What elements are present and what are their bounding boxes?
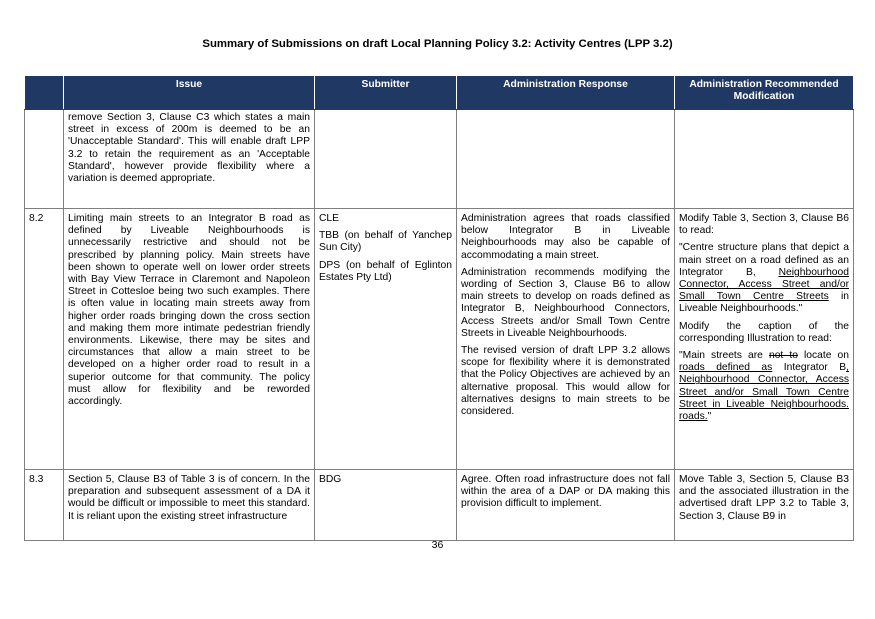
response-cell [457,470,675,541]
modification-paragraph: Move Table 3, Section 5, Clause B3 and the associated illustration in the advertised draft LPP 3.2 to Table 3, Section 3, Clause B9 in [679,474,849,522]
issue-cell: Section 5, Clause B3 of Table 3 is of concern. In the preparation and subsequent assessment of a DA it would be difficult or impossible to meet this standard. It is reliant upon the existing street infrastructure [64,470,315,541]
deleted-text: not to [768,350,798,362]
submitter-name: DPS (on behalf of Eglinton Estates Pty Ltd) [319,259,452,283]
quote-text: in Liveable Neighbourhoods." [679,291,849,315]
submitter-cell [315,470,457,541]
response-paragraph: Administration recommends modifying the wording of Section 3, Clause B6 to allow main streets to develop on roads defined as Integrator B, Neighbourhood Connectors, Access Streets and/or Small Town Centre Streets in Liveable Neighbourhoods. [461,266,670,339]
quote-text: " [707,411,712,423]
response-cell [457,110,675,209]
issue-cell: Limiting main streets to an Integrator B road as defined by Liveable Neighbourhoods is unnecessarily restrictive and should not be prescribed by planning policy. Main streets have been shown to operate well on lower order streets with Bay View Terrace in Claremont and Napoleon Street in Cottesloe being two such examples. There is often value in locating main streets away from higher order roads bringing down the cross section and making them more intimate pedestrian friendly environments. Likewise, there may be sites and circumstances that allow a main street to be developed on a higher order road to result in a superior outcome for that community. The policy must allow for flexibility and be reworded accordingly. [64,209,315,470]
response-paragraph: The revised version of draft LPP 3.2 allows scope for flexibility where it is demonstrated that the Policy Objectives are achieved by an alternative proposal. This would allow for alternatives designs to main streets to be considered. [461,345,670,418]
modification-paragraph: Modify Table 3, Section 3, Clause B6 to read: [679,213,849,237]
inserted-text: , [752,266,756,278]
header-submitter: Submitter [315,76,457,110]
modification-paragraph: Modify the caption of the corresponding Illustration to read: [679,320,849,344]
inserted-text: Neighbourhood Connector, Access Street and/or Small Town Centre Streets [679,266,849,303]
inserted-text: Neighbourhood Connector, Access Street and/or Small Town Centre Street in Liveable Neighbourhoods. roads. [679,374,849,423]
table-row [25,470,854,541]
quote-text: "Centre structure plans that depict a main street on a road defined as an Integrator B [679,242,849,278]
table-row [25,110,854,209]
quote-text: locate on [797,350,850,362]
inserted-text: , [846,362,849,374]
inserted-text: roads defined as [679,362,773,374]
issue-cell: remove Section 3, Clause C3 which states a main street in excess of 200m is deemed to be an 'Unacceptable Standard'. This will enable draft LPP 3.2 to retain the requirement as an 'Acceptable Standard', however provide flexibility where a variation is deemed appropriate. [64,110,315,209]
document-title: Summary of Submissions on draft Local Planning Policy 3.2: Activity Centres (LPP 3.2) [202,38,673,50]
submitter-cell [315,209,457,470]
row-number: 8.3 [25,470,64,541]
modification-cell [675,209,854,470]
submitter-name: TBB (on behalf of Yanchep Sun City) [319,230,452,254]
header-administration-response: Administration Response [457,76,675,110]
response-paragraph: Administration agrees that roads classified below Integrator B in Liveable Neighbourhoods may also be capable of accommodating a main street. [461,213,670,261]
page-number: 36 [431,539,444,551]
header-recommended-modification: Administration Recommended Modification [675,76,854,110]
table-header-row [25,76,854,110]
submitter-cell [315,110,457,209]
quote-text: Integrator B [772,362,847,374]
modification-cell [675,110,854,209]
response-paragraph: Agree. Often road infrastructure does not fall within the area of a DAP or DA making this provision difficult to implement. [461,474,670,510]
submitter-name: BDG [319,474,342,485]
row-number [25,110,64,209]
modification-cell [675,470,854,541]
modification-quote [679,242,849,315]
table-row [25,209,854,470]
submissions-table [24,75,854,541]
modification-quote [679,350,849,423]
response-cell [457,209,675,470]
header-issue: Issue [64,76,315,110]
header-number [25,76,64,110]
quote-text: "Main streets are [679,350,769,362]
row-number: 8.2 [25,209,64,470]
submitter-name: CLE [319,213,340,224]
